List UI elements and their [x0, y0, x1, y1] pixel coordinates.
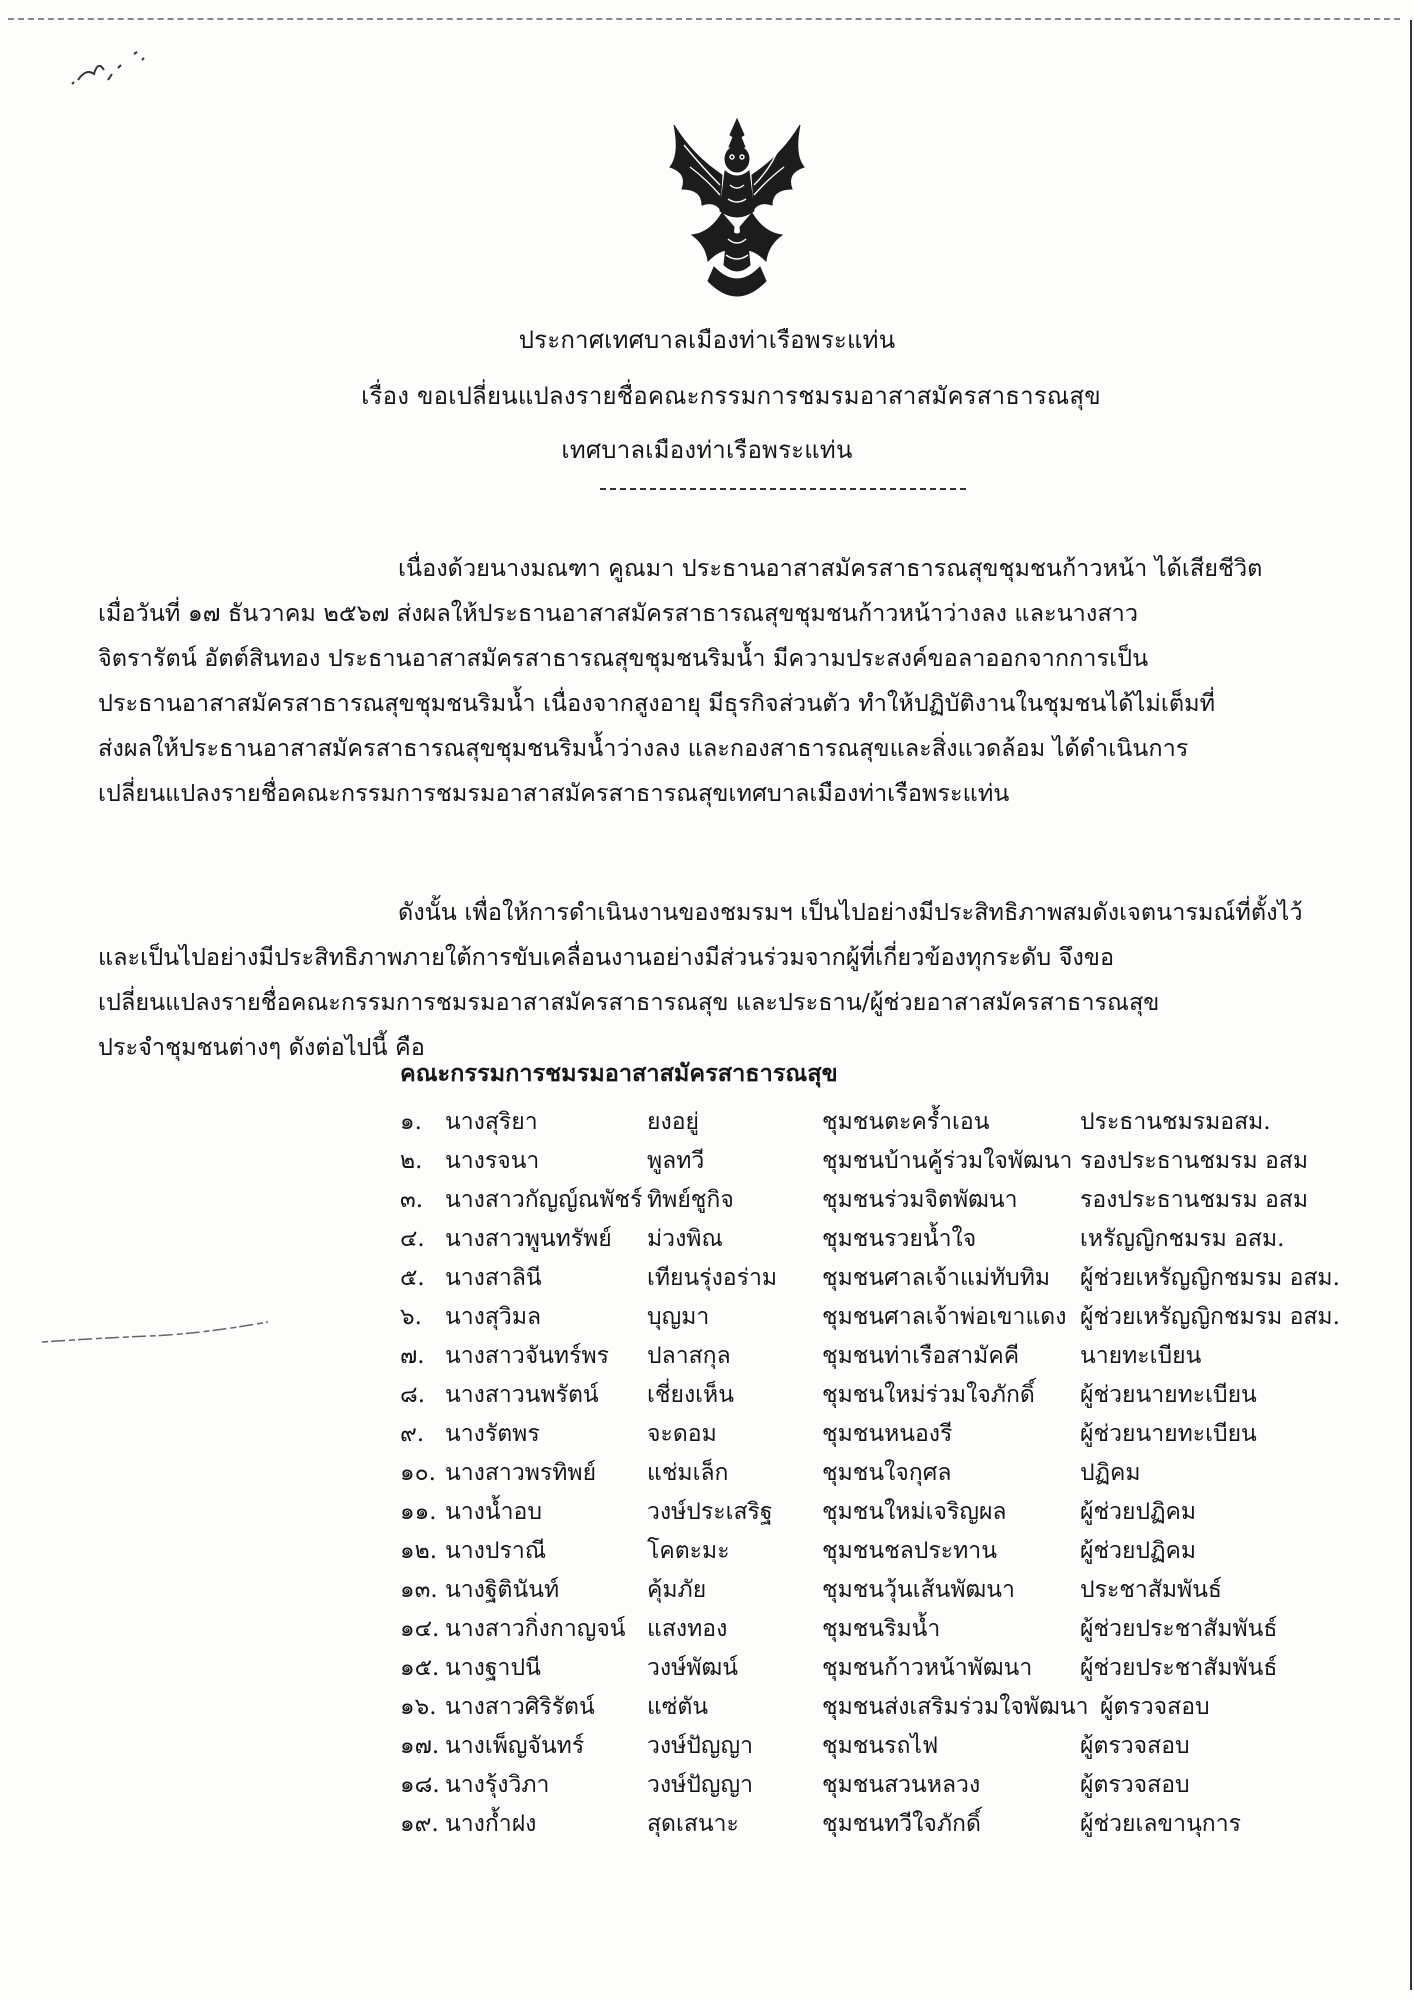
member-number: ๑.	[400, 1109, 422, 1135]
member-position: ประธานชมรมอสม.	[1080, 1109, 1271, 1135]
member-surname: แช่มเล็ก	[647, 1460, 729, 1486]
member-number: ๔.	[400, 1226, 425, 1252]
member-surname: ม่วงพิณ	[647, 1226, 723, 1252]
member-position: ประชาสัมพันธ์	[1080, 1577, 1222, 1603]
paragraph-line: ส่งผลให้ประธานอาสาสมัครสาธารณสุขชุมชนริมน้ำว่างลง และกองสาธารณสุขและสิ่งแวดล้อม ได้ดำเนินการ	[98, 734, 1189, 762]
paragraph-line: ประจำชุมชนต่างๆ ดังต่อไปนี้ คือ	[98, 1033, 425, 1061]
paragraph-line: เปลี่ยนแปลงรายชื่อคณะกรรมการชมรมอาสาสมัครสาธารณสุข และประธาน/ผู้ช่วยอาสาสมัครสาธารณสุข	[98, 988, 1160, 1016]
member-row	[400, 1260, 1400, 1299]
member-surname: วงษ์ปัญญา	[647, 1772, 754, 1798]
paragraph-line: เปลี่ยนแปลงรายชื่อคณะกรรมการชมรมอาสาสมัครสาธารณสุขเทศบาลเมืองท่าเรือพระแท่น	[98, 779, 1010, 807]
member-number: ๑๕.	[400, 1655, 440, 1681]
member-name: นางก้ำฝง	[445, 1811, 537, 1837]
member-position: ผู้ช่วยเหรัญญิกชมรม อสม.	[1080, 1304, 1340, 1330]
member-community: ชุมชนรถไฟ	[822, 1733, 939, 1759]
member-community: ชุมชนตะคร้ำเอน	[822, 1109, 990, 1135]
member-community: ชุมชนใจกุศล	[822, 1460, 952, 1486]
member-community: ชุมชนก้าวหน้าพัฒนา	[822, 1655, 1033, 1681]
member-surname: จะดอม	[647, 1421, 717, 1447]
member-position: ผู้ช่วยเลขานุการ	[1080, 1811, 1241, 1837]
member-name: นางเพ็ญจันทร์	[445, 1733, 585, 1759]
member-name: นางสุริยา	[445, 1109, 538, 1135]
scan-top-border	[8, 18, 1400, 20]
member-community: ชุมชนร่วมจิตพัฒนา	[822, 1187, 1018, 1213]
member-position: นายทะเบียน	[1080, 1343, 1202, 1369]
announcement-title: ประกาศเทศบาลเมืองท่าเรือพระแท่น	[518, 326, 896, 354]
member-number: ๑๖.	[400, 1694, 437, 1720]
member-number: ๖.	[400, 1304, 422, 1330]
member-name: นางรุ้งวิภา	[445, 1772, 550, 1798]
member-position: ปฏิคม	[1080, 1460, 1141, 1486]
member-row	[400, 1806, 1400, 1845]
member-position: ผู้ช่วยเหรัญญิกชมรม อสม.	[1080, 1265, 1340, 1291]
member-row	[400, 1143, 1400, 1182]
member-community: ชุมชนชลประทาน	[822, 1538, 997, 1564]
committee-heading: คณะกรรมการชมรมอาสาสมัครสาธารณสุข	[400, 1059, 838, 1087]
member-number: ๑๔.	[400, 1616, 440, 1642]
member-surname: ยงอยู่	[647, 1109, 699, 1135]
member-name: นางฐาปนี	[445, 1655, 541, 1681]
member-community: ชุมชนวุ้นเส้นพัฒนา	[822, 1577, 1015, 1603]
member-name: นางสาวกัญญ์ณพัชร์	[445, 1187, 643, 1213]
member-surname: วงษ์พัฒน์	[647, 1655, 738, 1681]
member-surname: วงษ์ปัญญา	[647, 1733, 754, 1759]
member-surname: ทิพย์ชูกิจ	[647, 1187, 734, 1213]
paragraph-line: และเป็นไปอย่างมีประสิทธิภาพภายใต้การขับเคลื่อนงานอย่างมีส่วนร่วมจากผู้ที่เกี่ยวข้องทุกระดับ จึงขอ	[98, 943, 1115, 971]
member-name: นางสุวิมล	[445, 1304, 542, 1330]
member-row	[400, 1182, 1400, 1221]
paragraph-line: ดังนั้น เพื่อให้การดำเนินงานของชมรมฯ เป็นไปอย่างมีประสิทธิภาพสมดังเจตนารมณ์ที่ตั้งไว้	[398, 898, 1303, 926]
member-surname: สุดเสนาะ	[647, 1811, 739, 1837]
member-row	[400, 1455, 1400, 1494]
member-name: นางน้ำอบ	[445, 1499, 542, 1525]
member-row	[400, 1104, 1400, 1143]
garuda-emblem	[662, 115, 812, 315]
member-number: ๓.	[400, 1187, 424, 1213]
announcement-subject: เรื่อง ขอเปลี่ยนแปลงรายชื่อคณะกรรมการชมรมอาสาสมัครสาธารณสุข	[361, 382, 1101, 410]
member-surname: แสงทอง	[647, 1616, 728, 1642]
paragraph-line: จิตรารัตน์ อัตต์สินทอง ประธานอาสาสมัครสาธารณสุขชุมชนริมน้ำ มีความประสงค์ขอลาออกจากการเป็น	[98, 644, 1149, 672]
member-row	[400, 1689, 1400, 1728]
paragraph-line: เมื่อวันที่ ๑๗ ธันวาคม ๒๕๖๗ ส่งผลให้ประธานอาสาสมัครสาธารณสุขชุมชนก้าวหน้าว่างลง และนางสาว	[98, 599, 1139, 627]
member-row	[400, 1650, 1400, 1689]
member-community: ชุมชนศาลเจ้าพ่อเขาแดง	[822, 1304, 1067, 1330]
member-surname: เชี่ยงเห็น	[647, 1382, 734, 1408]
member-community: ชุมชนริมน้ำ	[822, 1616, 941, 1642]
member-position: ผู้ช่วยนายทะเบียน	[1080, 1382, 1257, 1408]
member-position: ผู้ช่วยประชาสัมพันธ์	[1080, 1655, 1278, 1681]
member-name: นางปราณี	[445, 1538, 547, 1564]
member-community: ชุมชนใหม่เจริญผล	[822, 1499, 1007, 1525]
member-name: นางสาวพูนทรัพย์	[445, 1226, 612, 1252]
member-name: นางสาวกิ่งกาญจน์	[445, 1616, 626, 1642]
member-surname: โคตะมะ	[647, 1538, 730, 1564]
paragraph-background	[98, 546, 1320, 816]
member-name: นางสาวศิริรัตน์	[445, 1694, 595, 1720]
member-number: ๒.	[400, 1148, 423, 1174]
member-position: รองประธานชมรม อสม	[1080, 1187, 1308, 1213]
member-position: ผู้ตรวจสอบ	[1100, 1694, 1210, 1720]
member-surname: พูลทวี	[647, 1148, 705, 1174]
member-row	[400, 1338, 1400, 1377]
member-row	[400, 1728, 1400, 1767]
scan-right-edge	[1410, 20, 1412, 1990]
member-community: ชุมชนส่งเสริมร่วมใจพัฒนา	[822, 1694, 1089, 1720]
member-surname: วงษ์ประเสริฐ	[647, 1499, 773, 1525]
member-number: ๑๐.	[400, 1460, 436, 1486]
member-number: ๙.	[400, 1421, 425, 1447]
member-row	[400, 1377, 1400, 1416]
member-position: ผู้ช่วยประชาสัมพันธ์	[1080, 1616, 1278, 1642]
member-community: ชุมชนบ้านคู้ร่วมใจพัฒนา	[822, 1148, 1073, 1174]
member-surname: คุ้มภัย	[647, 1577, 707, 1603]
member-name: นางรจนา	[445, 1148, 540, 1174]
paragraph-resolution	[98, 890, 1320, 1070]
committee-member-list	[400, 1104, 1400, 1845]
member-position: ผู้ตรวจสอบ	[1080, 1772, 1190, 1798]
member-row	[400, 1416, 1400, 1455]
member-position: ผู้ช่วยปฏิคม	[1080, 1538, 1197, 1564]
member-number: ๘.	[400, 1382, 426, 1408]
member-community: ชุมชนทวีใจภักดิ์	[822, 1811, 981, 1837]
member-surname: เทียนรุ่งอร่าม	[647, 1265, 778, 1291]
paragraph-line: เนื่องด้วยนางมณฑา คูณมา ประธานอาสาสมัครสาธารณสุขชุมชนก้าวหน้า ได้เสียชีวิต	[398, 554, 1263, 582]
member-number: ๑๓.	[400, 1577, 438, 1603]
member-surname: บุญมา	[647, 1304, 710, 1330]
scan-smudge-mark	[38, 40, 158, 100]
member-community: ชุมชนใหม่ร่วมใจภักดิ์	[822, 1382, 1035, 1408]
member-row	[400, 1299, 1400, 1338]
member-surname: ปลาสกุล	[647, 1343, 731, 1369]
member-row	[400, 1767, 1400, 1806]
member-position: รองประธานชมรม อสม	[1080, 1148, 1308, 1174]
member-position: ผู้ตรวจสอบ	[1080, 1733, 1190, 1759]
member-position: ผู้ช่วยปฏิคม	[1080, 1499, 1197, 1525]
member-number: ๑๒.	[400, 1538, 438, 1564]
member-number: ๑๑.	[400, 1499, 437, 1525]
member-name: นางสาวจันทร์พร	[445, 1343, 609, 1369]
member-name: นางสาวพรทิพย์	[445, 1460, 597, 1486]
member-community: ชุมชนหนองรี	[822, 1421, 953, 1447]
member-position: เหรัญญิกชมรม อสม.	[1080, 1226, 1285, 1252]
title-separator	[600, 488, 966, 490]
member-number: ๑๘.	[400, 1772, 440, 1798]
member-row	[400, 1611, 1400, 1650]
member-name: นางรัตพร	[445, 1421, 540, 1447]
member-number: ๕.	[400, 1265, 425, 1291]
member-name: นางสาลินี	[445, 1265, 542, 1291]
paragraph-line: ประธานอาสาสมัครสาธารณสุขชุมชนริมน้ำ เนื่องจากสูงอายุ มีธุรกิจส่วนตัว ทำให้ปฏิบัติงานในชุมชนได้ไม่เต็มที่	[98, 689, 1216, 717]
scan-scratch-mark	[40, 1320, 270, 1350]
member-row	[400, 1221, 1400, 1260]
member-number: ๗.	[400, 1343, 425, 1369]
member-name: นางสาวนพรัตน์	[445, 1382, 599, 1408]
member-community: ชุมชนท่าเรือสามัคคี	[822, 1343, 1020, 1369]
member-community: ชุมชนสวนหลวง	[822, 1772, 981, 1798]
member-row	[400, 1494, 1400, 1533]
member-number: ๑๙.	[400, 1811, 439, 1837]
member-row	[400, 1533, 1400, 1572]
member-name: นางฐิตินันท์	[445, 1577, 560, 1603]
member-row	[400, 1572, 1400, 1611]
member-number: ๑๗.	[400, 1733, 440, 1759]
member-community: ชุมชนรวยน้ำใจ	[822, 1226, 977, 1252]
member-community: ชุมชนศาลเจ้าแม่ทับทิม	[822, 1265, 1051, 1291]
member-position: ผู้ช่วยนายทะเบียน	[1080, 1421, 1257, 1447]
announcement-issuer: เทศบาลเมืองท่าเรือพระแท่น	[561, 436, 853, 464]
member-surname: แซ่ตัน	[647, 1694, 709, 1720]
